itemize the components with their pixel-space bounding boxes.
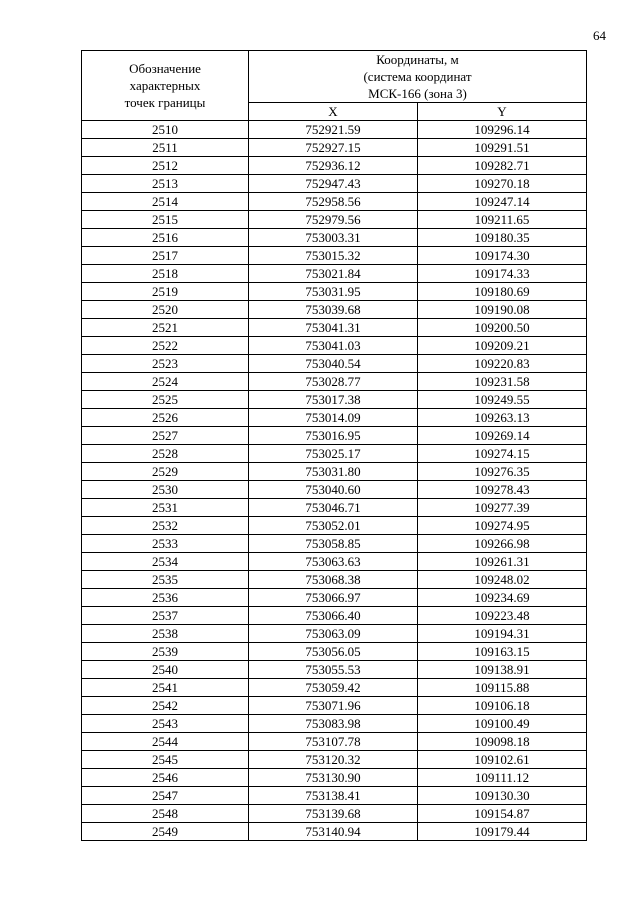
x-coordinate-cell: 753025.17 xyxy=(249,445,418,463)
table-row xyxy=(82,139,587,157)
point-header-line-1: Обозначение xyxy=(129,61,201,76)
x-coordinate-cell: 752979.56 xyxy=(249,211,418,229)
x-coordinate-cell: 753040.60 xyxy=(249,481,418,499)
x-coordinate-cell: 753138.41 xyxy=(249,787,418,805)
table-row xyxy=(82,409,587,427)
x-coordinate-cell: 753063.63 xyxy=(249,553,418,571)
table-row xyxy=(82,337,587,355)
x-coordinate-cell: 753120.32 xyxy=(249,751,418,769)
point-id-cell: 2537 xyxy=(82,607,249,625)
table-row xyxy=(82,769,587,787)
table-row xyxy=(82,229,587,247)
table-row xyxy=(82,265,587,283)
table-row xyxy=(82,697,587,715)
y-coordinate-cell: 109261.31 xyxy=(418,553,587,571)
x-coordinate-cell: 752921.59 xyxy=(249,121,418,139)
x-coordinate-cell: 753059.42 xyxy=(249,679,418,697)
table-row xyxy=(82,283,587,301)
table-row xyxy=(82,193,587,211)
x-coordinate-cell: 753041.31 xyxy=(249,319,418,337)
x-coordinate-cell: 752927.15 xyxy=(249,139,418,157)
table-row xyxy=(82,571,587,589)
x-coordinate-cell: 753055.53 xyxy=(249,661,418,679)
point-id-cell: 2514 xyxy=(82,193,249,211)
table-row xyxy=(82,373,587,391)
y-coordinate-cell: 109174.33 xyxy=(418,265,587,283)
y-coordinate-cell: 109100.49 xyxy=(418,715,587,733)
point-id-cell: 2536 xyxy=(82,589,249,607)
table-row xyxy=(82,805,587,823)
y-coordinate-cell: 109163.15 xyxy=(418,643,587,661)
point-id-cell: 2513 xyxy=(82,175,249,193)
point-header-line-2: характерных xyxy=(129,78,201,93)
point-id-cell: 2526 xyxy=(82,409,249,427)
y-coordinate-cell: 109296.14 xyxy=(418,121,587,139)
point-id-cell: 2528 xyxy=(82,445,249,463)
y-coordinate-cell: 109179.44 xyxy=(418,823,587,841)
x-coordinate-cell: 753040.54 xyxy=(249,355,418,373)
point-id-cell: 2538 xyxy=(82,625,249,643)
point-id-cell: 2522 xyxy=(82,337,249,355)
y-coordinate-cell: 109274.95 xyxy=(418,517,587,535)
point-id-cell: 2546 xyxy=(82,769,249,787)
y-coordinate-cell: 109211.65 xyxy=(418,211,587,229)
point-designation-header xyxy=(82,51,249,121)
point-id-cell: 2512 xyxy=(82,157,249,175)
point-id-cell: 2521 xyxy=(82,319,249,337)
point-id-cell: 2534 xyxy=(82,553,249,571)
x-coordinate-cell: 753058.85 xyxy=(249,535,418,553)
y-coordinate-cell: 109247.14 xyxy=(418,193,587,211)
point-id-cell: 2540 xyxy=(82,661,249,679)
x-coordinate-cell: 753031.80 xyxy=(249,463,418,481)
x-coordinate-cell: 753066.97 xyxy=(249,589,418,607)
x-coordinate-cell: 753031.95 xyxy=(249,283,418,301)
x-coordinate-cell: 753017.38 xyxy=(249,391,418,409)
y-coordinate-cell: 109190.08 xyxy=(418,301,587,319)
y-coordinate-cell: 109291.51 xyxy=(418,139,587,157)
x-coordinate-cell: 753107.78 xyxy=(249,733,418,751)
x-coordinate-cell: 753052.01 xyxy=(249,517,418,535)
point-id-cell: 2532 xyxy=(82,517,249,535)
table-body xyxy=(82,121,587,841)
table-row xyxy=(82,553,587,571)
x-coordinate-cell: 752936.12 xyxy=(249,157,418,175)
table-row xyxy=(82,499,587,517)
x-coordinate-cell: 753066.40 xyxy=(249,607,418,625)
point-id-cell: 2523 xyxy=(82,355,249,373)
y-coordinate-cell: 109278.43 xyxy=(418,481,587,499)
x-coordinate-cell: 753068.38 xyxy=(249,571,418,589)
x-coordinate-cell: 753139.68 xyxy=(249,805,418,823)
point-id-cell: 2535 xyxy=(82,571,249,589)
table-row xyxy=(82,679,587,697)
table-row xyxy=(82,751,587,769)
point-id-cell: 2543 xyxy=(82,715,249,733)
y-coordinate-cell: 109282.71 xyxy=(418,157,587,175)
table-row xyxy=(82,391,587,409)
point-id-cell: 2518 xyxy=(82,265,249,283)
table-row xyxy=(82,823,587,841)
table-row xyxy=(82,625,587,643)
point-id-cell: 2517 xyxy=(82,247,249,265)
point-id-cell: 2533 xyxy=(82,535,249,553)
y-coordinate-cell: 109106.18 xyxy=(418,697,587,715)
table-row xyxy=(82,733,587,751)
table-row xyxy=(82,463,587,481)
y-coordinate-cell: 109111.12 xyxy=(418,769,587,787)
point-id-cell: 2547 xyxy=(82,787,249,805)
table-row xyxy=(82,247,587,265)
point-id-cell: 2527 xyxy=(82,427,249,445)
x-column-header: X xyxy=(249,103,418,121)
y-coordinate-cell: 109138.91 xyxy=(418,661,587,679)
x-coordinate-cell: 753039.68 xyxy=(249,301,418,319)
x-coordinate-cell: 753046.71 xyxy=(249,499,418,517)
table-row xyxy=(82,301,587,319)
point-id-cell: 2510 xyxy=(82,121,249,139)
table-row xyxy=(82,175,587,193)
point-id-cell: 2542 xyxy=(82,697,249,715)
coordinates-header xyxy=(249,51,587,103)
point-id-cell: 2530 xyxy=(82,481,249,499)
table-row xyxy=(82,445,587,463)
point-id-cell: 2531 xyxy=(82,499,249,517)
point-id-cell: 2544 xyxy=(82,733,249,751)
point-id-cell: 2519 xyxy=(82,283,249,301)
x-coordinate-cell: 753014.09 xyxy=(249,409,418,427)
table-row xyxy=(82,787,587,805)
x-coordinate-cell: 753140.94 xyxy=(249,823,418,841)
y-coordinate-cell: 109174.30 xyxy=(418,247,587,265)
coords-header-line-2: (система координат xyxy=(363,69,472,84)
y-coordinate-cell: 109180.35 xyxy=(418,229,587,247)
x-coordinate-cell: 753021.84 xyxy=(249,265,418,283)
table-row xyxy=(82,319,587,337)
x-coordinate-cell: 753015.32 xyxy=(249,247,418,265)
table-row xyxy=(82,121,587,139)
table-row xyxy=(82,661,587,679)
y-coordinate-cell: 109223.48 xyxy=(418,607,587,625)
point-id-cell: 2541 xyxy=(82,679,249,697)
x-coordinate-cell: 753056.05 xyxy=(249,643,418,661)
x-coordinate-cell: 752947.43 xyxy=(249,175,418,193)
table-row xyxy=(82,427,587,445)
x-coordinate-cell: 753071.96 xyxy=(249,697,418,715)
page-number: 64 xyxy=(593,28,606,43)
x-coordinate-cell: 753130.90 xyxy=(249,769,418,787)
table-row xyxy=(82,607,587,625)
x-coordinate-cell: 753041.03 xyxy=(249,337,418,355)
y-coordinate-cell: 109277.39 xyxy=(418,499,587,517)
table-row xyxy=(82,589,587,607)
y-coordinate-cell: 109180.69 xyxy=(418,283,587,301)
x-coordinate-cell: 753003.31 xyxy=(249,229,418,247)
y-coordinate-cell: 109231.58 xyxy=(418,373,587,391)
table-row xyxy=(82,535,587,553)
y-coordinate-cell: 109248.02 xyxy=(418,571,587,589)
y-coordinate-cell: 109200.50 xyxy=(418,319,587,337)
point-id-cell: 2511 xyxy=(82,139,249,157)
coordinates-table xyxy=(81,50,587,841)
y-coordinate-cell: 109098.18 xyxy=(418,733,587,751)
y-coordinate-cell: 109234.69 xyxy=(418,589,587,607)
table-row xyxy=(82,517,587,535)
y-coordinate-cell: 109274.15 xyxy=(418,445,587,463)
point-id-cell: 2529 xyxy=(82,463,249,481)
point-id-cell: 2525 xyxy=(82,391,249,409)
y-coordinate-cell: 109194.31 xyxy=(418,625,587,643)
y-coordinate-cell: 109102.61 xyxy=(418,751,587,769)
y-coordinate-cell: 109115.88 xyxy=(418,679,587,697)
y-column-header: Y xyxy=(418,103,587,121)
x-coordinate-cell: 753016.95 xyxy=(249,427,418,445)
table-row xyxy=(82,355,587,373)
x-coordinate-cell: 753063.09 xyxy=(249,625,418,643)
y-coordinate-cell: 109269.14 xyxy=(418,427,587,445)
table-row xyxy=(82,643,587,661)
point-id-cell: 2549 xyxy=(82,823,249,841)
coords-header-line-3: МСК-166 (зона 3) xyxy=(368,86,467,101)
y-coordinate-cell: 109270.18 xyxy=(418,175,587,193)
table-row xyxy=(82,211,587,229)
y-coordinate-cell: 109266.98 xyxy=(418,535,587,553)
point-id-cell: 2520 xyxy=(82,301,249,319)
table-row xyxy=(82,157,587,175)
point-id-cell: 2524 xyxy=(82,373,249,391)
point-id-cell: 2539 xyxy=(82,643,249,661)
y-coordinate-cell: 109209.21 xyxy=(418,337,587,355)
point-id-cell: 2516 xyxy=(82,229,249,247)
y-coordinate-cell: 109263.13 xyxy=(418,409,587,427)
y-coordinate-cell: 109220.83 xyxy=(418,355,587,373)
y-coordinate-cell: 109130.30 xyxy=(418,787,587,805)
y-coordinate-cell: 109276.35 xyxy=(418,463,587,481)
x-coordinate-cell: 752958.56 xyxy=(249,193,418,211)
x-coordinate-cell: 753028.77 xyxy=(249,373,418,391)
point-id-cell: 2545 xyxy=(82,751,249,769)
y-coordinate-cell: 109154.87 xyxy=(418,805,587,823)
table-row xyxy=(82,715,587,733)
coords-header-line-1: Координаты, м xyxy=(376,52,459,67)
x-coordinate-cell: 753083.98 xyxy=(249,715,418,733)
table-row xyxy=(82,481,587,499)
point-id-cell: 2515 xyxy=(82,211,249,229)
point-header-line-3: точек границы xyxy=(124,95,206,110)
point-id-cell: 2548 xyxy=(82,805,249,823)
y-coordinate-cell: 109249.55 xyxy=(418,391,587,409)
